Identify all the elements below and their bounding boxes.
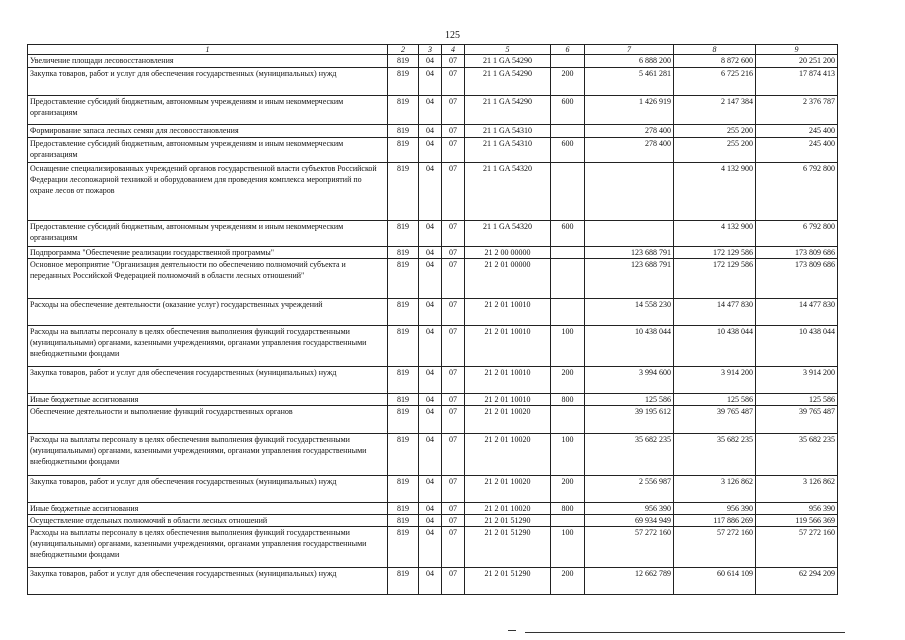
amount-col9-cell: 10 438 044	[756, 326, 838, 367]
section-cell: 04	[419, 125, 442, 138]
section-cell: 04	[419, 326, 442, 367]
expense-type-cell: 100	[551, 326, 585, 367]
expense-type-cell: 200	[551, 367, 585, 394]
target-code-cell: 21 2 01 10020	[465, 476, 551, 503]
expense-type-cell: 600	[551, 96, 585, 125]
admin-code-cell: 819	[388, 259, 419, 299]
admin-code-cell: 819	[388, 476, 419, 503]
item-name-cell: Иные бюджетные ассигнования	[28, 503, 388, 515]
target-code-cell: 21 2 01 10010	[465, 326, 551, 367]
table-row	[28, 367, 838, 394]
table-row	[28, 394, 838, 406]
expense-type-cell	[551, 299, 585, 326]
item-name-cell: Закупка товаров, работ и услуг для обеспечения государственных (муниципальных) нужд	[28, 476, 388, 503]
subsection-cell: 07	[442, 68, 465, 96]
amount-col7-cell: 123 688 791	[585, 259, 674, 299]
target-code-cell: 21 2 01 10010	[465, 367, 551, 394]
amount-col8-cell: 35 682 235	[674, 434, 756, 476]
amount-col9-cell: 245 400	[756, 138, 838, 163]
amount-col7-cell: 278 400	[585, 138, 674, 163]
item-name-cell: Иные бюджетные ассигнования	[28, 394, 388, 406]
table-row	[28, 434, 838, 476]
amount-col8-cell: 3 914 200	[674, 367, 756, 394]
budget-table	[27, 44, 838, 595]
target-code-cell: 21 1 GA 54320	[465, 163, 551, 221]
admin-code-cell: 819	[388, 326, 419, 367]
col-header-4: 4	[442, 45, 465, 55]
target-code-cell: 21 2 01 10020	[465, 503, 551, 515]
item-name-cell: Расходы на обеспечение деятельности (оказание услуг) государственных учреждений	[28, 299, 388, 326]
amount-col9-cell: 14 477 830	[756, 299, 838, 326]
amount-col8-cell: 2 147 384	[674, 96, 756, 125]
amount-col7-cell	[585, 221, 674, 247]
amount-col8-cell: 60 614 109	[674, 568, 756, 595]
table-row	[28, 476, 838, 503]
subsection-cell: 07	[442, 96, 465, 125]
section-cell: 04	[419, 568, 442, 595]
target-code-cell: 21 2 01 00000	[465, 259, 551, 299]
expense-type-cell: 100	[551, 434, 585, 476]
item-name-cell: Увеличение площади лесовосстановления	[28, 55, 388, 68]
item-name-cell: Расходы на выплаты персоналу в целях обеспечения выполнения функций государственными (муниципальными) органами, казенными учреждениями, органами управления государственными внебюджетными фондами	[28, 326, 388, 367]
target-code-cell: 21 2 01 51290	[465, 568, 551, 595]
table-row	[28, 55, 838, 68]
amount-col8-cell: 14 477 830	[674, 299, 756, 326]
expense-type-cell: 100	[551, 527, 585, 568]
amount-col9-cell: 6 792 800	[756, 163, 838, 221]
expense-type-cell	[551, 515, 585, 527]
admin-code-cell: 819	[388, 367, 419, 394]
section-cell: 04	[419, 476, 442, 503]
amount-col9-cell: 173 809 686	[756, 259, 838, 299]
expense-type-cell	[551, 125, 585, 138]
target-code-cell: 21 1 GA 54320	[465, 221, 551, 247]
subsection-cell: 07	[442, 55, 465, 68]
expense-type-cell	[551, 163, 585, 221]
col-header-8: 8	[674, 45, 756, 55]
table-row	[28, 503, 838, 515]
admin-code-cell: 819	[388, 96, 419, 125]
section-cell: 04	[419, 68, 442, 96]
amount-col9-cell: 3 914 200	[756, 367, 838, 394]
scan-mark	[508, 630, 516, 631]
amount-col9-cell: 2 376 787	[756, 96, 838, 125]
col-header-9: 9	[756, 45, 838, 55]
admin-code-cell: 819	[388, 515, 419, 527]
admin-code-cell: 819	[388, 434, 419, 476]
amount-col7-cell: 5 461 281	[585, 68, 674, 96]
amount-col8-cell: 172 129 586	[674, 247, 756, 259]
section-cell: 04	[419, 434, 442, 476]
target-code-cell: 21 1 GA 54310	[465, 125, 551, 138]
col-header-5: 5	[465, 45, 551, 55]
amount-col9-cell: 62 294 209	[756, 568, 838, 595]
amount-col9-cell: 245 400	[756, 125, 838, 138]
amount-col7-cell: 956 390	[585, 503, 674, 515]
amount-col8-cell: 956 390	[674, 503, 756, 515]
item-name-cell: Предоставление субсидий бюджетным, автономным учреждениям и иным некоммерческим организациям	[28, 96, 388, 125]
item-name-cell: Расходы на выплаты персоналу в целях обеспечения выполнения функций государственными (муниципальными) органами, казенными учреждениями, органами управления государственными внебюджетными фондами	[28, 434, 388, 476]
amount-col8-cell: 3 126 862	[674, 476, 756, 503]
expense-type-cell: 600	[551, 138, 585, 163]
item-name-cell: Основное мероприятие "Организация деятельности по обеспечению полномочий субъекта и переданных Российской Федерацией полномочий в области лесных отношений"	[28, 259, 388, 299]
section-cell: 04	[419, 138, 442, 163]
expense-type-cell	[551, 406, 585, 434]
admin-code-cell: 819	[388, 394, 419, 406]
section-cell: 04	[419, 55, 442, 68]
amount-col9-cell: 6 792 800	[756, 221, 838, 247]
amount-col9-cell: 173 809 686	[756, 247, 838, 259]
table-row	[28, 515, 838, 527]
amount-col7-cell: 6 888 200	[585, 55, 674, 68]
amount-col8-cell: 57 272 160	[674, 527, 756, 568]
subsection-cell: 07	[442, 568, 465, 595]
amount-col8-cell: 255 200	[674, 125, 756, 138]
amount-col7-cell	[585, 163, 674, 221]
amount-col8-cell: 8 872 600	[674, 55, 756, 68]
amount-col7-cell: 123 688 791	[585, 247, 674, 259]
target-code-cell: 21 2 01 10010	[465, 394, 551, 406]
col-header-2: 2	[388, 45, 419, 55]
amount-col8-cell: 6 725 216	[674, 68, 756, 96]
admin-code-cell: 819	[388, 125, 419, 138]
item-name-cell: Подпрограмма "Обеспечение реализации государственной программы"	[28, 247, 388, 259]
col-header-3: 3	[419, 45, 442, 55]
subsection-cell: 07	[442, 476, 465, 503]
amount-col9-cell: 57 272 160	[756, 527, 838, 568]
amount-col8-cell: 4 132 900	[674, 163, 756, 221]
item-name-cell: Расходы на выплаты персоналу в целях обеспечения выполнения функций государственными (муниципальными) органами, казенными учреждениями, органами управления государственными внебюджетными фондами	[28, 527, 388, 568]
expense-type-cell: 200	[551, 476, 585, 503]
admin-code-cell: 819	[388, 406, 419, 434]
target-code-cell: 21 1 GA 54290	[465, 96, 551, 125]
table-row	[28, 125, 838, 138]
amount-col8-cell: 4 132 900	[674, 221, 756, 247]
section-cell: 04	[419, 221, 442, 247]
admin-code-cell: 819	[388, 247, 419, 259]
table-row	[28, 568, 838, 595]
section-cell: 04	[419, 527, 442, 568]
target-code-cell: 21 2 01 10020	[465, 406, 551, 434]
amount-col8-cell: 172 129 586	[674, 259, 756, 299]
col-header-1: 1	[28, 45, 388, 55]
admin-code-cell: 819	[388, 68, 419, 96]
admin-code-cell: 819	[388, 503, 419, 515]
target-code-cell: 21 2 01 51290	[465, 515, 551, 527]
amount-col9-cell: 17 874 413	[756, 68, 838, 96]
section-cell: 04	[419, 406, 442, 434]
amount-col7-cell: 14 558 230	[585, 299, 674, 326]
item-name-cell: Оснащение специализированных учреждений органов государственной власти субъектов Российской Федерации лесопожарной техникой и оборудованием для проведения комплекса мероприятий по охране лесов от пожаров	[28, 163, 388, 221]
amount-col9-cell: 20 251 200	[756, 55, 838, 68]
expense-type-cell: 200	[551, 68, 585, 96]
expense-type-cell	[551, 247, 585, 259]
target-code-cell: 21 1 GA 54290	[465, 55, 551, 68]
amount-col8-cell: 10 438 044	[674, 326, 756, 367]
admin-code-cell: 819	[388, 138, 419, 163]
section-cell: 04	[419, 367, 442, 394]
target-code-cell: 21 1 GA 54310	[465, 138, 551, 163]
amount-col7-cell: 125 586	[585, 394, 674, 406]
table-row	[28, 221, 838, 247]
section-cell: 04	[419, 515, 442, 527]
amount-col9-cell: 3 126 862	[756, 476, 838, 503]
admin-code-cell: 819	[388, 527, 419, 568]
section-cell: 04	[419, 503, 442, 515]
amount-col9-cell: 39 765 487	[756, 406, 838, 434]
amount-col7-cell: 3 994 600	[585, 367, 674, 394]
item-name-cell: Формирование запаса лесных семян для лесовосстановления	[28, 125, 388, 138]
amount-col8-cell: 125 586	[674, 394, 756, 406]
item-name-cell: Закупка товаров, работ и услуг для обеспечения государственных (муниципальных) нужд	[28, 68, 388, 96]
expense-type-cell: 200	[551, 568, 585, 595]
admin-code-cell: 819	[388, 221, 419, 247]
section-cell: 04	[419, 259, 442, 299]
subsection-cell: 07	[442, 326, 465, 367]
item-name-cell: Обеспечение деятельности и выполнение функций государственных органов	[28, 406, 388, 434]
page-number: 125	[445, 30, 460, 41]
amount-col7-cell: 35 682 235	[585, 434, 674, 476]
target-code-cell: 21 2 01 51290	[465, 527, 551, 568]
table-row	[28, 527, 838, 568]
subsection-cell: 07	[442, 247, 465, 259]
table-row	[28, 326, 838, 367]
subsection-cell: 07	[442, 299, 465, 326]
expense-type-cell: 800	[551, 394, 585, 406]
amount-col7-cell: 1 426 919	[585, 96, 674, 125]
item-name-cell: Осуществление отдельных полномочий в области лесных отношений	[28, 515, 388, 527]
target-code-cell: 21 2 00 00000	[465, 247, 551, 259]
amount-col9-cell: 956 390	[756, 503, 838, 515]
table-row	[28, 96, 838, 125]
subsection-cell: 07	[442, 394, 465, 406]
amount-col8-cell: 255 200	[674, 138, 756, 163]
subsection-cell: 07	[442, 163, 465, 221]
expense-type-cell	[551, 55, 585, 68]
expense-type-cell: 800	[551, 503, 585, 515]
target-code-cell: 21 2 01 10010	[465, 299, 551, 326]
subsection-cell: 07	[442, 138, 465, 163]
item-name-cell: Предоставление субсидий бюджетным, автономным учреждениям и иным некоммерческим организациям	[28, 138, 388, 163]
subsection-cell: 07	[442, 367, 465, 394]
amount-col7-cell: 2 556 987	[585, 476, 674, 503]
table-row	[28, 406, 838, 434]
admin-code-cell: 819	[388, 163, 419, 221]
item-name-cell: Закупка товаров, работ и услуг для обеспечения государственных (муниципальных) нужд	[28, 568, 388, 595]
amount-col7-cell: 69 934 949	[585, 515, 674, 527]
subsection-cell: 07	[442, 125, 465, 138]
target-code-cell: 21 1 GA 54290	[465, 68, 551, 96]
amount-col7-cell: 12 662 789	[585, 568, 674, 595]
section-cell: 04	[419, 96, 442, 125]
subsection-cell: 07	[442, 515, 465, 527]
expense-type-cell: 600	[551, 221, 585, 247]
item-name-cell: Закупка товаров, работ и услуг для обеспечения государственных (муниципальных) нужд	[28, 367, 388, 394]
table-row	[28, 68, 838, 96]
subsection-cell: 07	[442, 406, 465, 434]
amount-col9-cell: 119 566 369	[756, 515, 838, 527]
table-row	[28, 163, 838, 221]
target-code-cell: 21 2 01 10020	[465, 434, 551, 476]
scan-line	[525, 632, 845, 633]
col-header-6: 6	[551, 45, 585, 55]
admin-code-cell: 819	[388, 568, 419, 595]
section-cell: 04	[419, 394, 442, 406]
table-row	[28, 247, 838, 259]
admin-code-cell: 819	[388, 55, 419, 68]
table-row	[28, 259, 838, 299]
section-cell: 04	[419, 163, 442, 221]
amount-col8-cell: 39 765 487	[674, 406, 756, 434]
table-row	[28, 299, 838, 326]
header-row	[28, 45, 838, 55]
amount-col7-cell: 278 400	[585, 125, 674, 138]
subsection-cell: 07	[442, 221, 465, 247]
admin-code-cell: 819	[388, 299, 419, 326]
subsection-cell: 07	[442, 527, 465, 568]
subsection-cell: 07	[442, 434, 465, 476]
section-cell: 04	[419, 299, 442, 326]
section-cell: 04	[419, 247, 442, 259]
expense-type-cell	[551, 259, 585, 299]
amount-col7-cell: 10 438 044	[585, 326, 674, 367]
subsection-cell: 07	[442, 503, 465, 515]
col-header-7: 7	[585, 45, 674, 55]
amount-col9-cell: 35 682 235	[756, 434, 838, 476]
amount-col7-cell: 57 272 160	[585, 527, 674, 568]
item-name-cell: Предоставление субсидий бюджетным, автономным учреждениям и иным некоммерческим организациям	[28, 221, 388, 247]
amount-col7-cell: 39 195 612	[585, 406, 674, 434]
amount-col9-cell: 125 586	[756, 394, 838, 406]
subsection-cell: 07	[442, 259, 465, 299]
amount-col8-cell: 117 886 269	[674, 515, 756, 527]
table-row	[28, 138, 838, 163]
